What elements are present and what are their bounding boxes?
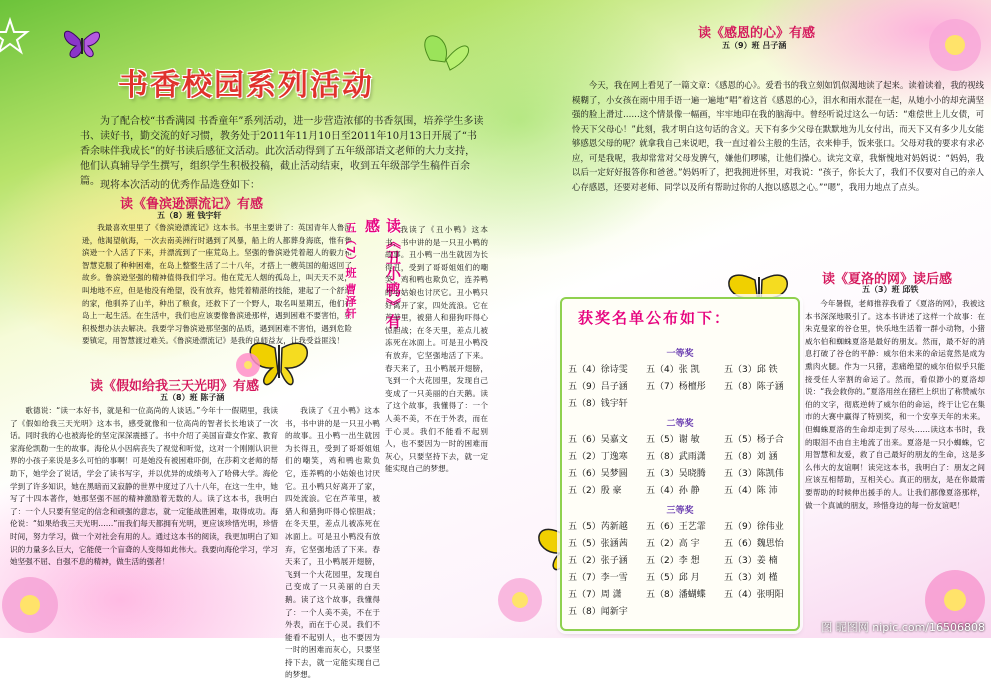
award-name: 五（3）吴晓腾 (646, 469, 706, 479)
award-name: 五（4）张明阳 (724, 590, 784, 600)
award-name: 五（5）邱 月 (646, 573, 700, 583)
article5-body: 今年暑假，老师推荐我看了《夏洛的网》，我被这本书深深地吸引了。这本书讲述了这样一个故事：在朱克曼家的谷仓里，快乐地生活着一群小动物，小猪威尔伯和蜘蛛夏洛是最好的朋友。然而，最不好的消息打破了谷仓的平静：威尔伯未来的命运竟然是成为熏肉火腿。作为一只猪，悲痛绝望的威尔伯似乎只能接受任人宰割的命运了。然而，看似渺小的夏洛却说：“我会救你的。”夏洛用丝在猪栏上织出了称赞威尔伯的文字，彻底逆转了威尔伯的命运，终于让它在集市的大赛中赢得了特别奖，和一个安享天年的未来。但蜘蛛夏洛的生命却走到了尽头……读这本书时，我的眼泪不由自主地流了出来。夏洛是一只小蜘蛛，它用智慧和友爱，救了自己最好的朋友的生命，这是多么伟大的友谊啊！读完这本书，我明白了：朋友之间应该互相帮助，互相关心。真正的朋友，是在你最需要帮助的时候伸出援手的人。让我们都像夏洛那样，做一个真诚的朋友，珍惜身边的每一份友谊吧！ (805, 299, 985, 510)
green-butterfly-icon (425, 36, 469, 70)
award-name: 五（6）王艺霏 (646, 522, 706, 532)
award-name: 五（2）高 宇 (646, 539, 700, 549)
award-name: 五（6）吴梦圆 (568, 469, 628, 479)
awards-title: 获奖名单公布如下： (578, 309, 732, 327)
award-name: 五（3）邱 铁 (724, 365, 778, 375)
award-name: 五（8）闻新宇 (568, 607, 628, 617)
prize-label-first: 一等奖 (666, 349, 694, 359)
award-name: 五（8）钱宇轩 (568, 399, 628, 409)
award-name: 五（8）陈子涵 (724, 382, 784, 392)
award-name: 五（7）李一雪 (568, 573, 628, 583)
article1-title: 读《鲁滨逊漂流记》有感 (120, 197, 264, 212)
article2-title: 读《假如给我三天光明》有感 (90, 379, 260, 394)
award-name: 五（9）徐伟业 (724, 522, 784, 532)
award-name: 五（3）陈凯伟 (724, 469, 784, 479)
article2-body-continued: 我读了《丑小鸭》这本书，书中讲的是一只丑小鸭的故事。丑小鸭一出生就因为长得丑，受到了哥哥姐姐们的嘲笑，鸡和鸭也欺负它，连养鸭的小姑娘也讨厌它。丑小鸭只好离开了家，四处流浪。它在芦苇里，被猎人和猎狗吓得心惊胆战；在冬天里，差点儿被冻死在冰面上。可是丑小鸭没有放弃，它坚强地活了下来。春天来了，丑小鸭展开翅膀，飞到一个大花园里，发现自己变成了一只美丽的白天鹅。读了这个故事，我懂得了：一个人美不美，不在于外表，而在于心灵。我们不能看不起别人，也不要因为一时的困难而灰心，只要坚持下去，就一定能实现自己的梦想。 (285, 406, 380, 680)
pink-flower-icon (236, 353, 260, 377)
award-name: 五（5）张涵茜 (568, 539, 628, 549)
award-name: 五（8）刘 涵 (724, 452, 778, 462)
award-name: 五（4）张 凯 (646, 365, 700, 375)
page-title: 书香校园系列活动 (118, 68, 374, 103)
prize-label-second: 二等奖 (666, 419, 694, 429)
purple-butterfly-icon (64, 31, 99, 57)
award-name: 五（7）杨檀彤 (646, 382, 706, 392)
award-name: 五（6）魏思怡 (724, 539, 784, 549)
award-name: 五（4）陈 沛 (724, 486, 778, 496)
award-name: 五（2）殷 豪 (568, 486, 622, 496)
article2-byline: 五（8）班 陈子涵 (160, 393, 225, 402)
article5-byline: 五（3）班 邱铁 (862, 285, 919, 294)
article3-vertical-byline: 五（7）班 曹泽轩 (344, 222, 357, 320)
award-name: 五（2）丁逸寒 (568, 452, 628, 462)
article4-title: 读《感恩的心》有感 (698, 26, 816, 41)
award-name: 五（5）芮新越 (568, 522, 628, 532)
award-name: 五（9）吕子涵 (568, 382, 628, 392)
article3-body: 我读了《丑小鸭》这本书，书中讲的是一只丑小鸭的故事。丑小鸭一出生就因为长得丑，受到了哥哥姐姐们的嘲笑，鸡和鸭也欺负它，连养鸭的小姑娘也讨厌它。丑小鸭只好离开了家，四处流浪。它在芦苇里，被猎人和猎狗吓得心惊胆战；在冬天里，差点儿被冻死在冰面上。可是丑小鸭没有放弃，它坚强地活了下来。春天来了，丑小鸭展开翅膀，飞到一个大花园里，发现自己变成了一只美丽的白天鹅。读了这个故事，我懂得了：一个人美不美，不在于外表，而在于心灵。我们不能看不起别人，也不要因为一时的困难而灰心，只要坚持下去，就一定能实现自己的梦想。 (385, 225, 488, 474)
article3-vertical-title: 读《丑小鸭》有感 (363, 218, 402, 330)
award-name: 五（5）杨子合 (724, 435, 784, 445)
article1-byline: 五（8）班 钱宇轩 (157, 211, 222, 220)
award-name: 五（3）刘 槿 (724, 573, 778, 583)
article4-body: 今天，我在网上看见了一篇文章：《感恩的心》。爱看书的我立刻如饥似渴地读了起来。读着读着，我的视线模糊了，小女孩在雨中用手语一遍一遍地“唱”着这首《感恩的心》，泪水和雨水混在一起，从她小小的却充满坚强的脸上滑过……这个情景像一幅画，牢牢地印在我的脑海中。曾经听说过这么一句话：“难偿世上儿女债，可怜天下父母心！”此刻，我才明白这句话的含义。天下有多少父母在默默地为儿女付出，而天下又有多少儿女能够感恩父母的呢？就拿我自己来说吧，我一直过着公主般的生活，衣来伸手，饭来张口。父母对我的要求有求必应，可是我呢，我却常常对父母发脾气，嫌他们啰嗦，让他们操心。读完文章，我惭愧地对妈妈说：“妈妈，我以后一定好好报答你和爸爸。”妈妈听了，把我拥进怀里，对我说：“孩子，你长大了，我们不仅要对自己的亲人心存感恩，还要对老师、同学以及所有帮助过你的人抱以感恩之心。”“嗯”，我用力地点了点头。 (572, 80, 984, 192)
award-name: 五（5）谢 敏 (646, 435, 700, 445)
article1-body: 我最喜欢里里了《鲁滨逊漂流记》这本书。书里主要讲了：英国青年人鲁滨逊，他渴望航海，一次去南美洲行时遇到了风暴，船上的人都葬身海底，惟有鲁滨逊一个人活了下来，并漂流到了一座荒岛上。坚强的鲁滨逊凭着超人的毅力和智慧克服了种种困难，在岛上整整生活了二十八年，才搭上一艘英国的船返回了故乡。鲁滨逊坚强的精神值得我们学习。他在荒无人烟的孤岛上，叫天天不灵，叫地地不应，但是他没有绝望，没有放弃，他凭着精湛的技能，建起了一个舒适的家，他驯养了山羊，种出了粮食，还救下了一个野人，取名叫星期五，他们在岛上一起生活。在生活中，我们也应该要像鲁滨逊那样，遇到困难不要害怕，要积极想办法去解决。我要学习鲁滨逊那坚强的品质，遇到困难不害怕，遇到危险要镇定，用智慧渡过难关。《鲁滨逊漂流记》是我的良师益友，让我受益匪浅！ (82, 223, 352, 346)
award-name: 五（7）周 潇 (568, 590, 622, 600)
award-name: 五（4）孙 静 (646, 486, 700, 496)
intro-note: 现将本次活动的优秀作品选登如下： (100, 180, 260, 191)
prize-label-third: 三等奖 (666, 506, 694, 516)
award-name: 五（2）李 想 (646, 556, 700, 566)
article2-body: 歌德说：“读一本好书，就是和一位高尚的人谈话。”今年十一假期里，我读了《假如给我三天光明》这本书，感受就像和一位高尚的智者长长地谈了一次话。同时我的心也被海伦的坚定深深震撼了。书中介绍了美国盲聋女作家、教育家海伦凯勒一生的故事。海伦从小因病丧失了视觉和听觉，这对一个刚刚认识世界的小孩子来说是多么可怕的事啊！可是她没有被困难吓倒，在莎莉文老师的帮助下，她学会了说话，学会了读书写字，并以优异的成绩考入了哈佛大学。海伦学到了许多知识，她在黑暗而又寂静的世界中度过了八十八年，在这一生中，她写了十四本著作，她那坚强不屈的精神激励着无数的人。读了这本书，我明白了：一个人只要有坚定的信念和顽强的意志，就一定能战胜困难，取得成功。海伦说：“如果给我三天光明……”而我们每天都拥有光明，更应该珍惜光明，珍惜时间，努力学习，做一个对社会有用的人。通过这本书的阅读，我更加明白了知识的力量多么巨大，它能使一个盲聋的人变得如此伟大。我要向海伦学习，学习她坚强不屈、自强不息的精神，做生活的强者！ (10, 406, 278, 567)
award-name: 五（6）吴嘉文 (568, 435, 628, 445)
intro-paragraph: 为了配合校“书香满园 书香童年”系列活动，进一步营造浓郁的书香氛围，培养学生多读书、读好书，勤交流的好习惯，教务处于2011年11月10日至2011年10月13日开展了“书香余味伴我成长”的好书读后感征文活动。此次活动得到了五年级部语文老师的大力支持，他们认真辅导学生撰写，组织学生积极投稿，截止活动结束，收到五年级部学生稿件百余篇。 (80, 116, 484, 187)
award-name: 五（8）潘蝴蝶 (646, 590, 706, 600)
article5-title: 读《夏洛的网》读后感 (822, 272, 953, 287)
award-name: 五（2）张子涵 (568, 556, 628, 566)
award-name: 五（8）武雨潇 (646, 452, 706, 462)
star-outline-icon (0, 20, 27, 52)
award-name: 五（4）徐诗雯 (568, 365, 628, 375)
awards-panel (560, 297, 800, 631)
pink-flower-icon (498, 578, 542, 622)
watermark-credit: 图 昵图网 nipic.com/16506808 (821, 621, 985, 634)
article4-byline: 五（9）班 吕子涵 (722, 41, 787, 50)
award-name: 五（3）姜 楠 (724, 556, 778, 566)
pink-flower-icon (929, 19, 981, 71)
